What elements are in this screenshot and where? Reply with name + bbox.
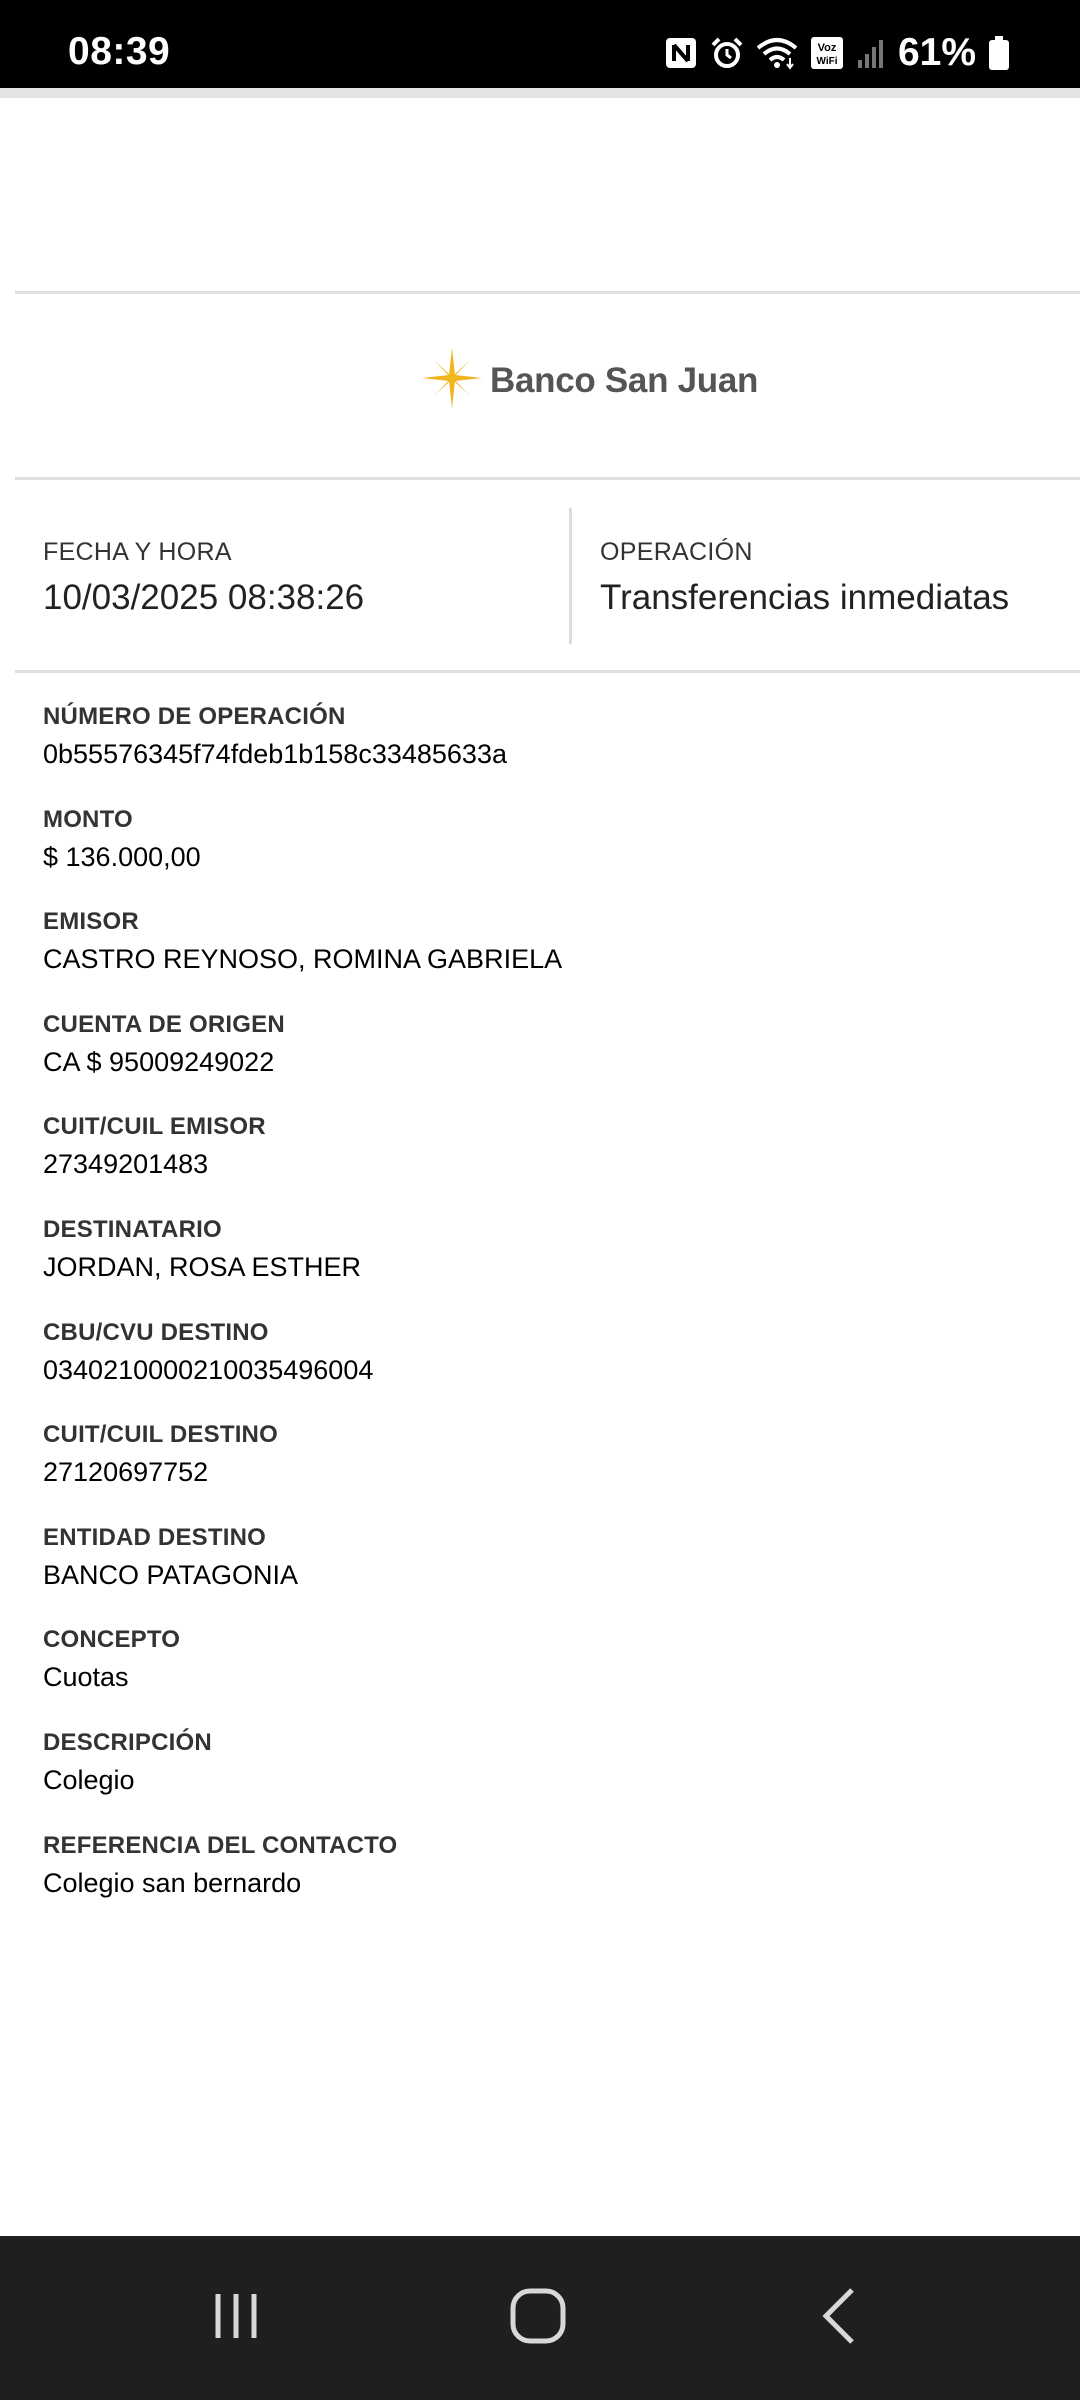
- home-icon: [508, 2286, 568, 2351]
- vowifi-icon: [810, 36, 844, 70]
- field-cuit-destino: [43, 1418, 1043, 1521]
- field-label: REFERENCIA DEL CONTACTO: [43, 1831, 398, 1859]
- field-label: DESCRIPCIÓN: [43, 1728, 212, 1756]
- transfer-details: [43, 700, 1043, 1931]
- operacion-label: OPERACIÓN: [600, 538, 753, 566]
- nfc-icon: [664, 36, 698, 70]
- divider-header-bottom: [15, 670, 1080, 673]
- field-label: NÚMERO DE OPERACIÓN: [43, 703, 346, 730]
- field-monto: [43, 803, 1043, 906]
- divider-logo-bottom: [15, 477, 1080, 480]
- field-entidad-destino: [43, 1521, 1043, 1624]
- svg-text:WiFi: WiFi: [816, 56, 838, 67]
- field-descripcion: [43, 1726, 1043, 1829]
- field-value: Cuotas: [43, 1662, 129, 1693]
- field-value: $ 136.000,00: [43, 841, 201, 872]
- field-value: Colegio: [43, 1764, 135, 1795]
- field-value: 0b55576345f74fdeb1b158c33485633a: [43, 739, 507, 769]
- field-label: DESTINATARIO: [43, 1215, 222, 1243]
- divider-top: [15, 291, 1080, 294]
- field-value: CA $ 95009249022: [43, 1046, 275, 1077]
- status-bar: [0, 0, 1080, 88]
- field-value: BANCO PATAGONIA: [43, 1559, 299, 1590]
- signal-icon: [856, 36, 886, 70]
- field-emisor: [43, 905, 1043, 1008]
- battery-percent: 61%: [897, 31, 976, 74]
- field-concepto: [43, 1623, 1043, 1726]
- field-cuenta-origen: [43, 1008, 1043, 1111]
- field-value: Colegio san bernardo: [43, 1867, 302, 1898]
- home-button[interactable]: [458, 2236, 618, 2400]
- top-progress-line: [0, 88, 1080, 98]
- field-destinatario: [43, 1213, 1043, 1316]
- fecha-hora-block: [43, 508, 563, 644]
- field-label: CBU/CVU DESTINO: [43, 1318, 269, 1346]
- recents-icon: [206, 2286, 266, 2351]
- back-icon: [812, 2286, 872, 2351]
- operacion-block: [600, 508, 1060, 644]
- recents-button[interactable]: [156, 2236, 316, 2400]
- star-logo-icon: [420, 346, 484, 415]
- operacion-value: Transferencias inmediatas: [600, 578, 1010, 617]
- field-label: ENTIDAD DESTINO: [43, 1523, 267, 1551]
- bank-logo: [420, 346, 758, 415]
- svg-text:Voz: Voz: [817, 42, 837, 54]
- info-separator: [569, 508, 572, 644]
- field-label: CUIT/CUIL DESTINO: [43, 1421, 278, 1449]
- field-value: 27120697752: [43, 1457, 209, 1488]
- field-value: CASTRO REYNOSO, ROMINA GABRIELA: [43, 944, 563, 975]
- back-button[interactable]: [762, 2236, 922, 2400]
- field-value: 27349201483: [43, 1149, 209, 1180]
- field-label: CUIT/CUIL EMISOR: [43, 1113, 266, 1141]
- field-label: CONCEPTO: [43, 1626, 181, 1654]
- field-label: EMISOR: [43, 908, 139, 936]
- field-label: MONTO: [43, 805, 133, 833]
- field-referencia-contacto: [43, 1829, 1043, 1932]
- field-value: JORDAN, ROSA ESTHER: [43, 1251, 362, 1282]
- fecha-hora-label: FECHA Y HORA: [43, 538, 232, 566]
- battery-icon: [988, 35, 1010, 71]
- bank-name: Banco San Juan: [490, 360, 759, 400]
- field-label: CUENTA DE ORIGEN: [43, 1010, 285, 1038]
- status-icons: [664, 30, 1010, 76]
- fecha-hora-value: 10/03/2025 08:38:26: [43, 578, 365, 617]
- field-value: 0340210000210035496004: [43, 1354, 374, 1385]
- navigation-bar: [0, 2236, 1080, 2400]
- field-cuit-emisor: [43, 1110, 1043, 1213]
- field-numero-operacion: [43, 700, 1043, 803]
- status-time: 08:39: [68, 30, 171, 73]
- alarm-icon: [710, 36, 744, 70]
- field-cbu-destino: [43, 1316, 1043, 1419]
- wifi-icon: [756, 36, 798, 70]
